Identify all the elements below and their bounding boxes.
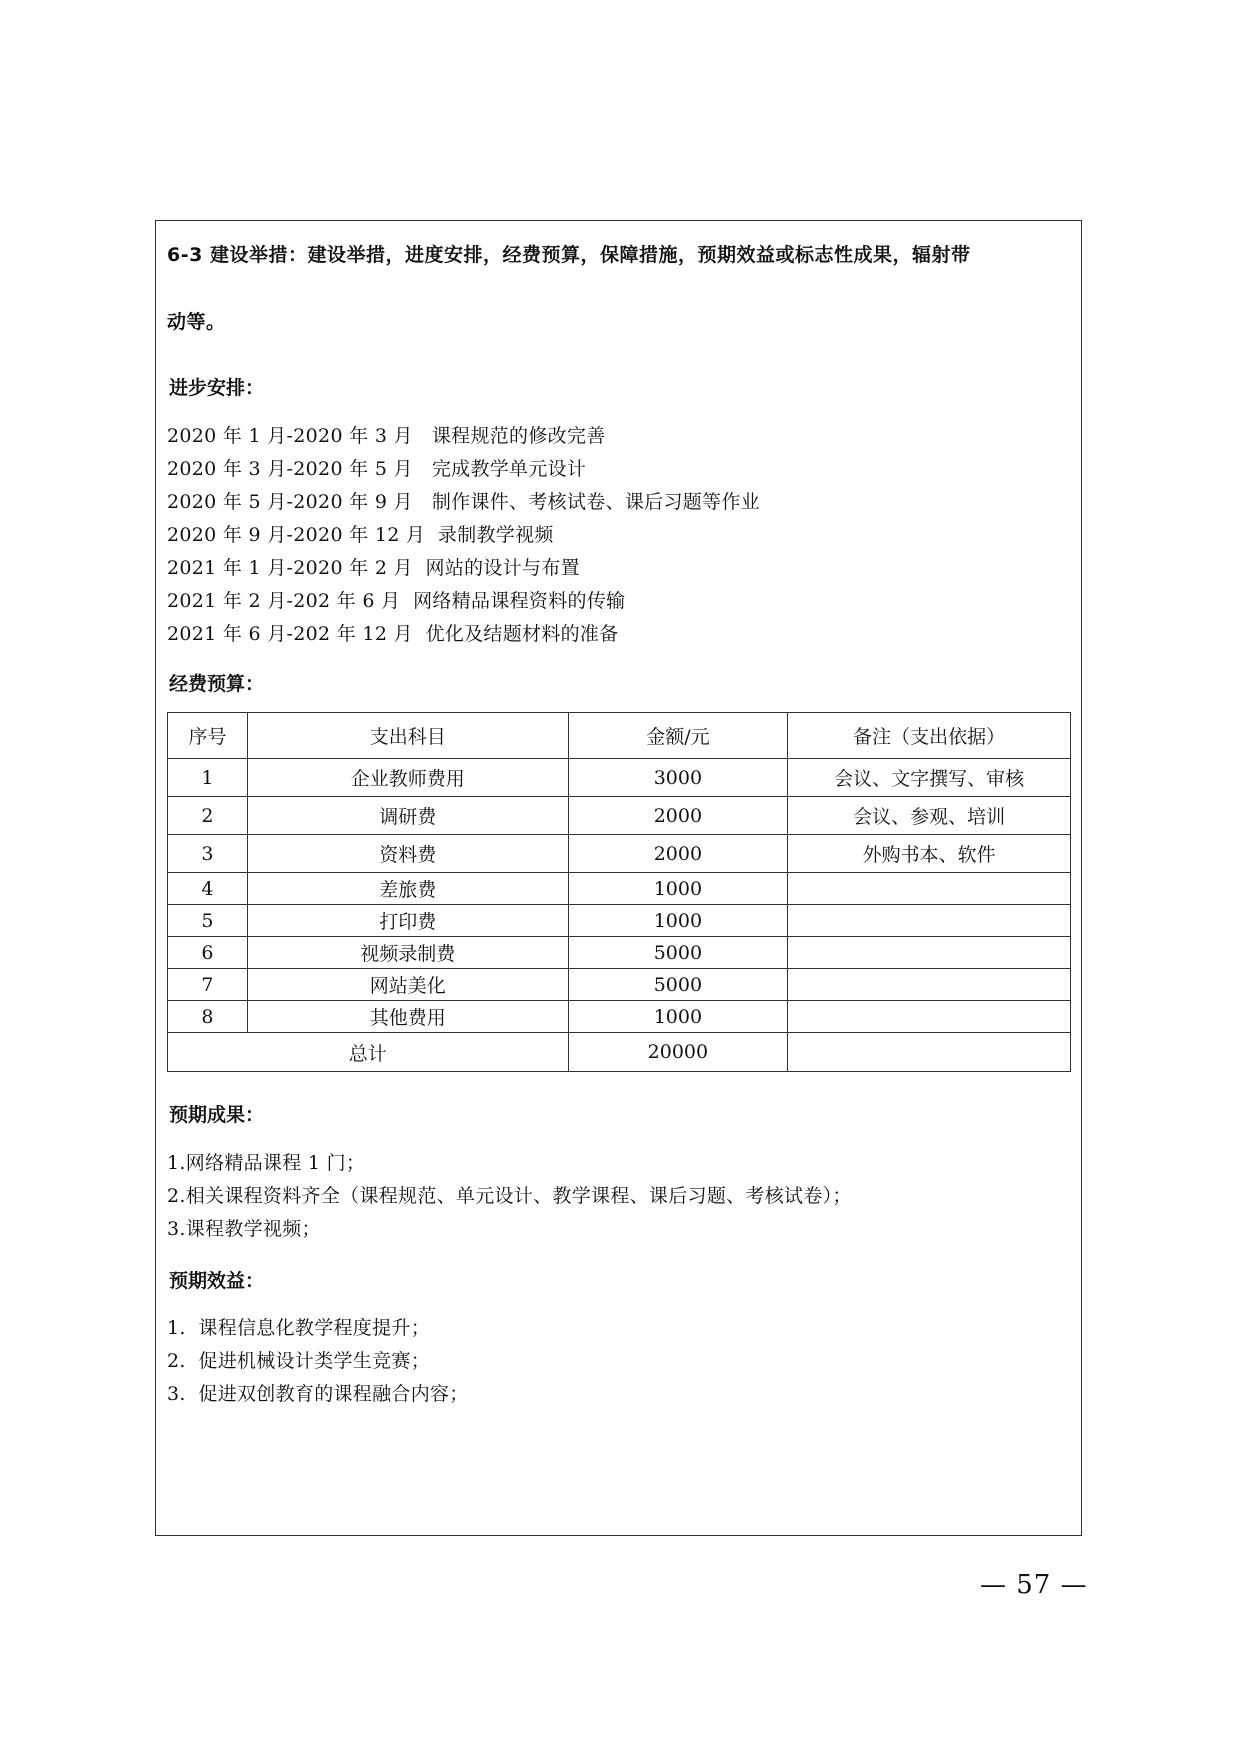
cell-index: 3 [168,835,248,873]
table-row [168,905,1071,937]
cell-index: 5 [168,905,248,937]
results-title: 预期成果： [169,1104,265,1126]
cell-index: 6 [168,937,248,969]
cell-item: 调研费 [247,797,568,835]
table-row [168,835,1071,873]
total-note [788,1033,1071,1072]
table-row [168,759,1071,797]
table-row [168,969,1071,1001]
benefits-item: 1. 课程信息化教学程度提升； [167,1317,431,1339]
header-item: 支出科目 [247,713,568,759]
schedule-item: 2021 年 2 月-202 年 6 月 网络精品课程资料的传输 [167,590,626,612]
cell-item: 差旅费 [247,873,568,905]
cell-item: 资料费 [247,835,568,873]
header-note: 备注（支出依据） [788,713,1071,759]
cell-amount: 3000 [568,759,788,797]
budget-table [167,712,1071,1072]
cell-amount: 5000 [568,937,788,969]
cell-item: 其他费用 [247,1001,568,1033]
cell-index: 4 [168,873,248,905]
benefits-item: 3. 促进双创教育的课程融合内容； [167,1383,469,1405]
table-row [168,873,1071,905]
cell-amount: 1000 [568,905,788,937]
schedule-item: 2020 年 9 月-2020 年 12 月 录制教学视频 [167,524,554,546]
schedule-item: 2020 年 1 月-2020 年 3 月 课程规范的修改完善 [167,425,606,447]
cell-index: 7 [168,969,248,1001]
cell-note: 会议、参观、培训 [788,797,1071,835]
cell-amount: 2000 [568,835,788,873]
cell-amount: 2000 [568,797,788,835]
cell-note [788,905,1071,937]
cell-note [788,937,1071,969]
header-index: 序号 [168,713,248,759]
schedule-item: 2020 年 5 月-2020 年 9 月 制作课件、考核试卷、课后习题等作业 [167,491,760,513]
budget-title: 经费预算： [169,673,265,695]
header-amount: 金额/元 [568,713,788,759]
total-label: 总计 [168,1033,569,1072]
cell-amount: 1000 [568,873,788,905]
table-row [168,937,1071,969]
section-heading-line2: 动等。 [167,311,226,333]
cell-note [788,1001,1071,1033]
section-heading-line1: 6-3 建设举措：建设举措，进度安排，经费预算，保障措施，预期效益或标志性成果，辐射带 [167,244,971,266]
schedule-title: 进步安排： [169,377,265,399]
benefits-item: 2. 促进机械设计类学生竞赛； [167,1350,431,1372]
cell-amount: 5000 [568,969,788,1001]
table-row [168,1001,1071,1033]
benefits-title: 预期效益： [169,1270,265,1292]
results-item: 1.网络精品课程 1 门； [167,1152,366,1174]
results-item: 3.课程教学视频； [167,1218,321,1240]
cell-note [788,873,1071,905]
table-header-row [168,713,1071,759]
total-amount: 20000 [568,1033,788,1072]
cell-note [788,969,1071,1001]
cell-item: 企业教师费用 [247,759,568,797]
cell-note: 外购书本、软件 [788,835,1071,873]
cell-index: 2 [168,797,248,835]
cell-index: 8 [168,1001,248,1033]
cell-item: 网站美化 [247,969,568,1001]
cell-item: 视频录制费 [247,937,568,969]
schedule-item: 2021 年 6 月-202 年 12 月 优化及结题材料的准备 [167,623,619,645]
cell-index: 1 [168,759,248,797]
results-item: 2.相关课程资料齐全（课程规范、单元设计、教学课程、课后习题、考核试卷）； [167,1185,852,1207]
cell-note: 会议、文字撰写、审核 [788,759,1071,797]
table-row [168,797,1071,835]
schedule-item: 2020 年 3 月-2020 年 5 月 完成教学单元设计 [167,458,587,480]
cell-amount: 1000 [568,1001,788,1033]
table-total-row [168,1033,1071,1072]
page-number: — 57 — [980,1570,1088,1600]
schedule-item: 2021 年 1 月-2020 年 2 月 网站的设计与布置 [167,557,580,579]
cell-item: 打印费 [247,905,568,937]
